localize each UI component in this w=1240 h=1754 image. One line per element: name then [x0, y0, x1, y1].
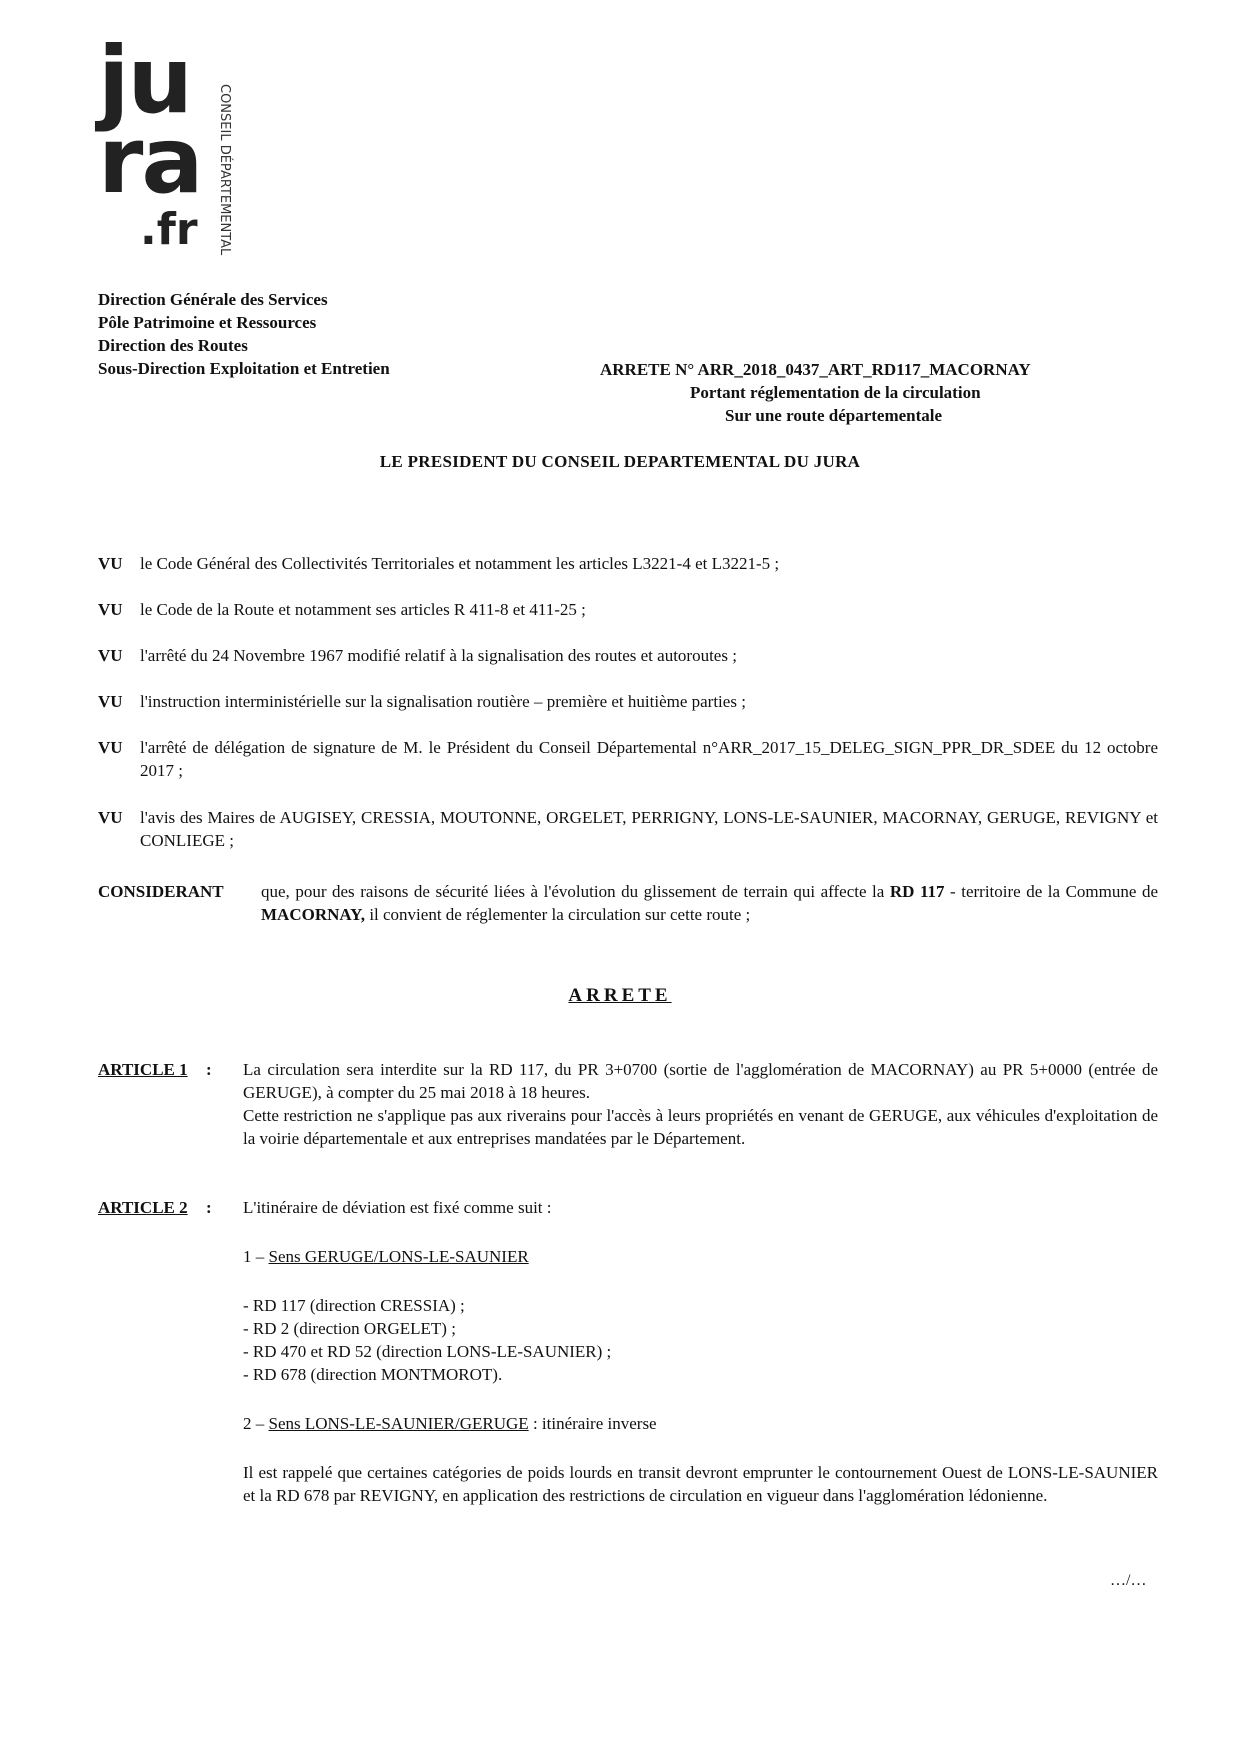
considerant-text	[261, 880, 1158, 926]
visa-tag: VU	[98, 600, 123, 619]
sens-1-line	[243, 1245, 1158, 1268]
sens-2-line	[243, 1412, 1158, 1435]
visa-text: l'arrêté de délégation de signature de M. le Président du Conseil Départemental n°ARR_2017_15_DELEG_SIGN_PPR_DR_SDEE du 12 octobre 2017 ;	[140, 738, 1158, 780]
sens-number: 1 –	[243, 1247, 269, 1266]
visa-tag: VU	[98, 692, 123, 711]
logo-line-ju: ju	[98, 27, 192, 134]
considerant-tag: CONSIDERANT	[98, 882, 224, 901]
route-item: - RD 470 et RD 52 (direction LONS-LE-SAUNIER) ;	[243, 1342, 612, 1361]
article-2-reminder: Il est rappelé que certaines catégories de poids lourds en transit devront emprunter le contournement Ouest de LONS-LE-SAUNIER et la RD 678 par REVIGNY, en application des restrictions de circulation en vigueur dans l'agglomération lédonienne.	[243, 1463, 1158, 1505]
continuation-mark: …/…	[1110, 1572, 1147, 1589]
jura-logo	[98, 27, 258, 270]
service-line: Direction des Routes	[98, 336, 248, 355]
route-item: - RD 678 (direction MONTMOROT).	[243, 1365, 503, 1384]
service-line: Sous-Direction Exploitation et Entretien	[98, 359, 390, 378]
visa-item	[98, 806, 1158, 852]
article-colon: :	[206, 1060, 212, 1079]
visa-item	[98, 598, 1158, 621]
visa-text: le Code de la Route et notamment ses articles R 411-8 et 411-25 ;	[140, 600, 586, 619]
article-2	[98, 1196, 1158, 1507]
visa-item	[98, 552, 1158, 575]
arrete-number: ARRETE N° ARR_2018_0437_ART_RD117_MACORNAY	[600, 360, 1031, 379]
visa-tag: VU	[98, 808, 123, 827]
visa-text: l'instruction interministérielle sur la signalisation routière – première et huitième parties ;	[140, 692, 746, 711]
arrete-subject-line: Portant réglementation de la circulation	[690, 383, 981, 402]
logo-line-fr: .fr	[140, 204, 198, 255]
visa-tag: VU	[98, 646, 123, 665]
visa-item	[98, 736, 1158, 782]
visa-text: le Code Général des Collectivités Territoriales et notamment les articles L3221-4 et L3221-5 ;	[140, 554, 780, 573]
visa-tag: VU	[98, 738, 123, 757]
considerant-part: - territoire de la Commune de	[944, 882, 1158, 901]
considerant-part: il convient de réglementer la circulation sur cette route ;	[365, 905, 751, 924]
service-line: Direction Générale des Services	[98, 290, 328, 309]
article-2-intro: L'itinéraire de déviation est fixé comme suit :	[243, 1198, 552, 1217]
visa-text: l'avis des Maires de AUGISEY, CRESSIA, MOUTONNE, ORGELET, PERRIGNY, LONS-LE-SAUNIER, MACORNAY, GERUGE, REVIGNY et CONLIEGE ;	[140, 808, 1158, 850]
article-2-tag: ARTICLE 2	[98, 1198, 188, 1217]
president-heading: LE PRESIDENT DU CONSEIL DEPARTEMENTAL DU JURA	[379, 452, 861, 471]
route-item: - RD 2 (direction ORGELET) ;	[243, 1319, 456, 1338]
services-block	[98, 288, 390, 380]
route-item: - RD 117 (direction CRESSIA) ;	[243, 1296, 465, 1315]
considerant	[98, 880, 1158, 926]
considerant-road: RD 117	[889, 882, 945, 901]
visa-item	[98, 644, 1158, 667]
article-colon: :	[206, 1198, 212, 1217]
sens-2-label: Sens LONS-LE-SAUNIER/GERUGE	[268, 1414, 529, 1433]
considerant-part: que, pour des raisons de sécurité liées à l'évolution du glissement de terrain qui affecte la	[261, 882, 890, 901]
article-1-tag: ARTICLE 1	[98, 1060, 188, 1079]
visa-tag: VU	[98, 554, 123, 573]
logo-line-ra: ra	[98, 107, 202, 214]
article-1-paragraph: Cette restriction ne s'applique pas aux riverains pour l'accès à leurs propriétés en venant de GERUGE, aux véhicules d'exploitation de la voirie départementale et aux entreprises mandatées par le Département.	[243, 1106, 1158, 1148]
arrete-title: ARRETE	[568, 985, 672, 1006]
article-1	[98, 1058, 1158, 1150]
logo-vertical-text: CONSEIL DÉPARTEMENTAL	[217, 84, 232, 256]
article-2-body	[243, 1196, 1158, 1507]
sens-number: 2 –	[243, 1414, 269, 1433]
arrete-header	[600, 358, 1140, 427]
visa-item	[98, 690, 1158, 713]
article-1-body	[243, 1058, 1158, 1150]
service-line: Pôle Patrimoine et Ressources	[98, 313, 317, 332]
considerant-commune: MACORNAY,	[261, 905, 366, 924]
article-1-paragraph: La circulation sera interdite sur la RD 117, du PR 3+0700 (sortie de l'agglomération de MACORNAY) au PR 5+0000 (entrée de GERUGE), à compter du 25 mai 2018 à 18 heures.	[243, 1060, 1158, 1102]
arrete-subject-line: Sur une route départementale	[725, 406, 943, 425]
sens-2-suffix: : itinéraire inverse	[528, 1414, 657, 1433]
sens-1-label: Sens GERUGE/LONS-LE-SAUNIER	[268, 1247, 529, 1266]
visa-text: l'arrêté du 24 Novembre 1967 modifié relatif à la signalisation des routes et autoroutes ;	[140, 646, 737, 665]
